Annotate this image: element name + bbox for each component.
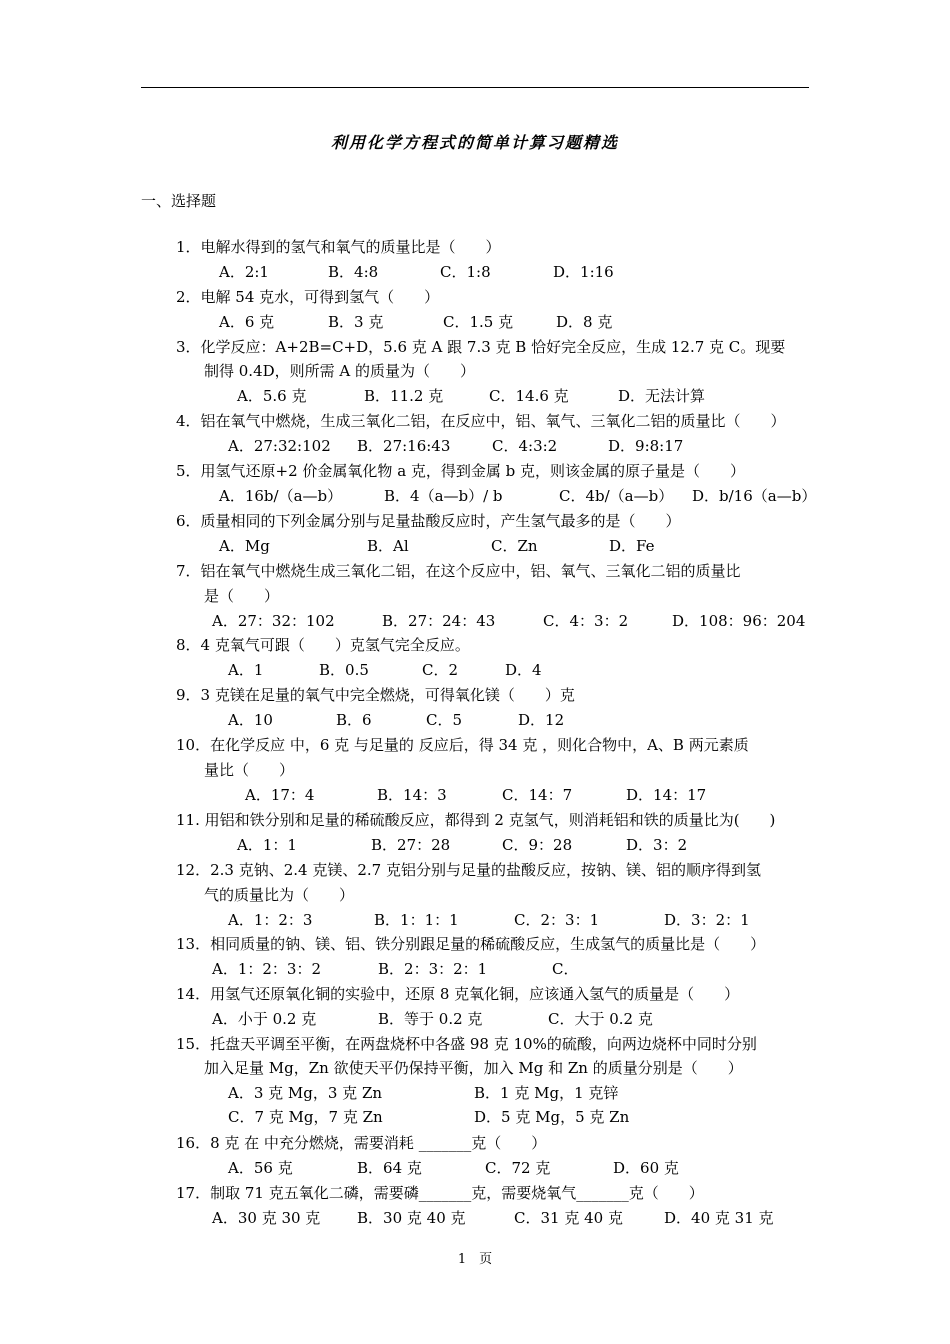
question-16-option: B．64 克 xyxy=(357,1159,422,1177)
question-8-option: A．1 xyxy=(228,661,264,679)
question-10-option: B．14：3 xyxy=(377,786,447,804)
question-14-text: 14．用氢气还原氧化铜的实验中，还原 8 克氧化铜，应该通入氢气的质量是（ ） xyxy=(176,985,740,1003)
question-14-option: A．小于 0.2 克 xyxy=(212,1010,317,1028)
question-3-option: B．11.2 克 xyxy=(364,387,444,405)
question-10-option: D．14：17 xyxy=(626,786,707,804)
question-15-option: A．3 克 Mg，3 克 Zn xyxy=(228,1084,383,1102)
question-2-text: 2．电解 54 克水，可得到氢气（ ） xyxy=(176,288,440,306)
question-4-option: D．9:8:17 xyxy=(608,437,684,455)
question-9-option: A．10 xyxy=(228,711,273,729)
question-12-option: D．3：2：1 xyxy=(664,911,750,929)
question-15-option: B．1 克 Mg，1 克锌 xyxy=(474,1084,619,1102)
question-8-option: B．0.5 xyxy=(319,661,369,679)
question-7-option: A．27：32：102 xyxy=(212,612,335,630)
question-12-option: B．1：1：1 xyxy=(374,911,459,929)
question-17-option: A．30 克 30 克 xyxy=(212,1209,321,1227)
question-5-option: B．4（a—b）/ b xyxy=(384,487,503,505)
question-15-option: C．7 克 Mg，7 克 Zn xyxy=(228,1108,383,1126)
question-3-option: D．无法计算 xyxy=(618,387,706,405)
question-1-option: C．1:8 xyxy=(440,263,491,281)
question-11-option: B．27：28 xyxy=(371,836,451,854)
question-2-option: B．3 克 xyxy=(328,313,384,331)
question-3-text: 制得 0.4D，则所需 A 的质量为（ ） xyxy=(204,362,476,380)
document-title: 利用化学方程式的简单计算习题精选 xyxy=(330,133,619,152)
question-1-option: B．4:8 xyxy=(328,263,379,281)
question-13-option: C． xyxy=(552,960,579,978)
question-7-text: 是（ ） xyxy=(204,587,280,605)
page-number: 1 页 xyxy=(457,1252,493,1267)
question-5-option: A．16b/（a—b） xyxy=(219,487,343,505)
question-6-option: A．Mg xyxy=(219,537,270,555)
question-10-text: 10．在化学反应 中，6 克 与足量的 反应后，得 34 克 ，则化合物中，A、B 两元素质 xyxy=(176,736,749,754)
question-12-text: 12．2.3 克钠、2.4 克镁、2.7 克铝分别与足量的盐酸反应，按钠、镁、铝的顺序得到氢 xyxy=(176,861,761,879)
question-6-text: 6．质量相同的下列金属分别与足量盐酸反应时，产生氢气最多的是（ ） xyxy=(176,512,681,530)
question-17-option: D．40 克 31 克 xyxy=(664,1209,774,1227)
question-12-option: C．2：3：1 xyxy=(514,911,600,929)
question-12-text: 气的质量比为（ ） xyxy=(204,886,355,904)
question-10-text: 量比（ ） xyxy=(204,761,295,779)
question-4-option: A．27:32:102 xyxy=(228,437,331,455)
question-11-option: A．1：1 xyxy=(237,836,297,854)
question-17-option: C．31 克 40 克 xyxy=(514,1209,623,1227)
question-8-option: C．2 xyxy=(422,661,459,679)
question-7-text: 7．铝在氧气中燃烧生成三氧化二铝，在这个反应中，铝、氧气、三氧化二铝的质量比 xyxy=(176,562,741,580)
question-5-option: D．b/16（a—b） xyxy=(692,487,817,505)
question-17-text: 17．制取 71 克五氧化二磷，需要磷_______克，需要烧氧气_______克（ ） xyxy=(176,1184,704,1202)
question-16-option: A．56 克 xyxy=(228,1159,293,1177)
question-16-option: D．60 克 xyxy=(613,1159,679,1177)
question-6-option: C．Zn xyxy=(491,537,538,555)
question-10-option: C．14：7 xyxy=(502,786,573,804)
question-15-option: D．5 克 Mg，5 克 Zn xyxy=(474,1108,630,1126)
question-12-option: A．1：2：3 xyxy=(228,911,313,929)
question-7-option: C．4：3：2 xyxy=(543,612,629,630)
section-heading: 一、选择题 xyxy=(141,192,217,210)
question-9-option: D．12 xyxy=(518,711,565,729)
question-8-text: 8．4 克氧气可跟（ ）克氢气完全反应。 xyxy=(176,636,470,654)
question-15-text: 15．托盘天平调至平衡，在两盘烧杯中各盛 98 克 10%的硫酸，向两边烧杯中同时分别 xyxy=(176,1035,757,1053)
question-2-option: D．8 克 xyxy=(556,313,613,331)
question-1-text: 1．电解水得到的氢气和氧气的质量比是（ ） xyxy=(176,238,501,256)
question-16-option: C．72 克 xyxy=(485,1159,551,1177)
question-10-option: A．17：4 xyxy=(245,786,315,804)
question-3-text: 3．化学反应：A+2B=C+D，5.6 克 A 跟 7.3 克 B 恰好完全反应，生成 12.7 克 C。现要 xyxy=(176,338,786,356)
question-5-option: C．4b/（a—b） xyxy=(559,487,674,505)
question-16-text: 16．8 克 在 中充分燃烧，需要消耗 _______克（ ） xyxy=(176,1134,547,1152)
question-13-option: A．1：2：3：2 xyxy=(212,960,322,978)
question-11-text: 11. 用铝和铁分别和足量的稀硫酸反应，都得到 2 克氢气，则消耗铝和铁的质量比为( ) xyxy=(176,811,776,829)
question-4-text: 4．铝在氧气中燃烧，生成三氧化二铝，在反应中，铝、氧气、三氧化二铝的质量比（ ） xyxy=(176,412,786,430)
question-4-option: B．27:16:43 xyxy=(357,437,451,455)
question-6-option: D．Fe xyxy=(609,537,655,555)
question-4-option: C．4:3:2 xyxy=(492,437,558,455)
question-14-option: C．大于 0.2 克 xyxy=(548,1010,653,1028)
question-3-option: A．5.6 克 xyxy=(237,387,307,405)
question-3-option: C．14.6 克 xyxy=(489,387,569,405)
question-1-option: A．2:1 xyxy=(219,263,269,281)
question-8-option: D．4 xyxy=(505,661,542,679)
question-5-text: 5．用氢气还原+2 价金属氧化物 a 克，得到金属 b 克，则该金属的原子量是（ ） xyxy=(176,462,746,480)
question-9-text: 9．3 克镁在足量的氧气中完全燃烧，可得氧化镁（ ）克 xyxy=(176,686,575,704)
question-14-option: B．等于 0.2 克 xyxy=(378,1010,483,1028)
question-9-option: C．5 xyxy=(426,711,463,729)
question-9-option: B．6 xyxy=(336,711,372,729)
question-11-option: C．9：28 xyxy=(502,836,573,854)
question-7-option: B．27：24：43 xyxy=(382,612,496,630)
question-2-option: C．1.5 克 xyxy=(443,313,514,331)
question-11-option: D．3：2 xyxy=(626,836,688,854)
question-7-option: D．108：96：204 xyxy=(672,612,806,630)
question-15-text: 加入足量 Mg，Zn 欲使天平仍保持平衡，加入 Mg 和 Zn 的质量分别是（ ） xyxy=(204,1059,743,1077)
question-13-option: B．2：3：2：1 xyxy=(378,960,488,978)
question-2-option: A．6 克 xyxy=(219,313,275,331)
question-17-option: B．30 克 40 克 xyxy=(357,1209,466,1227)
question-13-text: 13．相同质量的钠、镁、铝、铁分别跟足量的稀硫酸反应，生成氢气的质量比是（ ） xyxy=(176,935,766,953)
question-6-option: B．Al xyxy=(367,537,409,555)
header-rule xyxy=(141,87,809,88)
question-1-option: D．1:16 xyxy=(553,263,614,281)
